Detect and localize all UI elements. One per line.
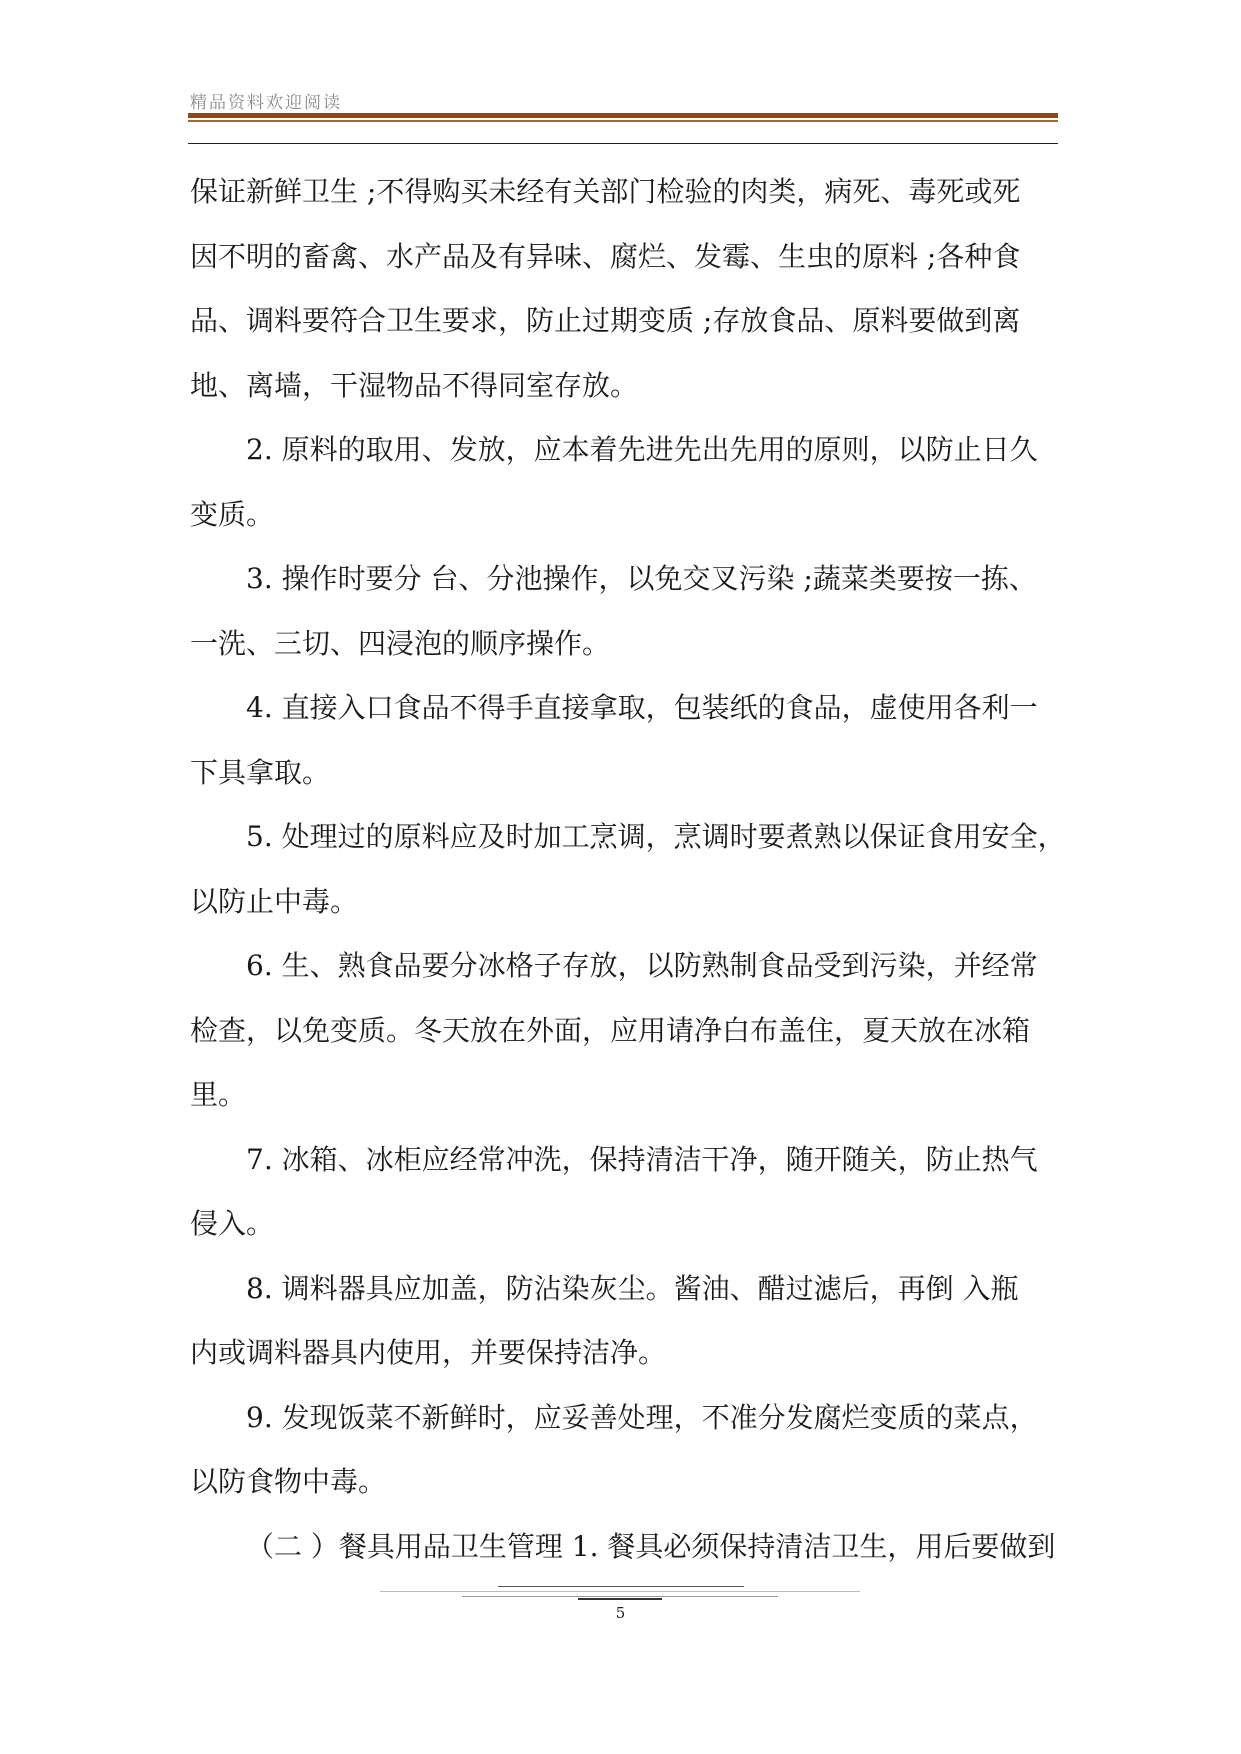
body-line: 3. 操作时要分 台、分池操作，以免交叉污染 ;蔬菜类要按一拣、 (246, 562, 1037, 595)
footer-rule-1 (498, 1586, 744, 1587)
body-line: 9. 发现饭菜不新鲜时，应妥善处理，不准分发腐烂变质的菜点， (246, 1400, 1038, 1434)
body-line: 因不明的畜禽、水产品及有异味、腐烂、发霉、生虫的原料 ;各种食 (190, 239, 1021, 273)
header-rule-black (188, 143, 1058, 144)
body-line: 6. 生、熟食品要分冰格子存放，以防熟制食品受到污染，并经常 (246, 949, 1038, 982)
body-line: 变质。 (190, 497, 275, 531)
body-line: 保证新鲜卫生 ;不得购买未经有关部门检验的肉类，病死、毒死或死 (190, 175, 1021, 208)
header-rule-thick (188, 113, 1058, 118)
body-line: 7. 冰箱、冰柜应经常冲洗，保持清洁干净，随开随关，防止热气 (246, 1142, 1038, 1176)
body-line: 里。 (190, 1078, 247, 1111)
body-line: 内或调料器具内使用，并要保持洁净。 (190, 1336, 667, 1369)
header-rule-thin (188, 120, 1058, 122)
body-line: 以防食物中毒。 (190, 1465, 387, 1498)
body-line: 检查，以免变质。冬天放在外面，应用请净白布盖住，夏天放在冰箱 (190, 1013, 1031, 1047)
body-line: 侵入。 (190, 1207, 275, 1240)
body-line: 品、调料要符合卫生要求，防止过期变质 ;存放食品、原料要做到离 (190, 304, 1021, 337)
body-line: 5. 处理过的原料应及时加工烹调，烹调时要煮熟以保证食用安全， (246, 820, 1066, 853)
footer-rule-4 (578, 1598, 662, 1600)
body-line: 下具拿取。 (190, 755, 331, 789)
body-line: 8. 调料器具应加盖，防沾染灰尘。酱油、醋过滤后，再倒 入瓶 (246, 1271, 1019, 1305)
body-line: 4. 直接入口食品不得手直接拿取，包装纸的食品，虚使用各利一 (246, 691, 1038, 724)
body-line: 以防止中毒。 (190, 884, 359, 918)
footer-rule-3 (462, 1596, 778, 1597)
body-line: 一洗、三切、四浸泡的顺序操作。 (190, 626, 611, 660)
body-line: （二 ）餐具用品卫生管理 1. 餐具必须保持清洁卫生，用后要做到 (246, 1529, 1056, 1563)
header-title: 精品资料欢迎阅读 (190, 93, 342, 113)
document-body (190, 160, 1070, 1579)
body-line: 地、离墙，干湿物品不得同室存放。 (190, 368, 639, 402)
page-number: 5 (615, 1604, 626, 1622)
footer-rule-2 (380, 1591, 860, 1592)
body-line: 2. 原料的取用、发放，应本着先进先出先用的原则，以防止日久 (246, 433, 1038, 466)
